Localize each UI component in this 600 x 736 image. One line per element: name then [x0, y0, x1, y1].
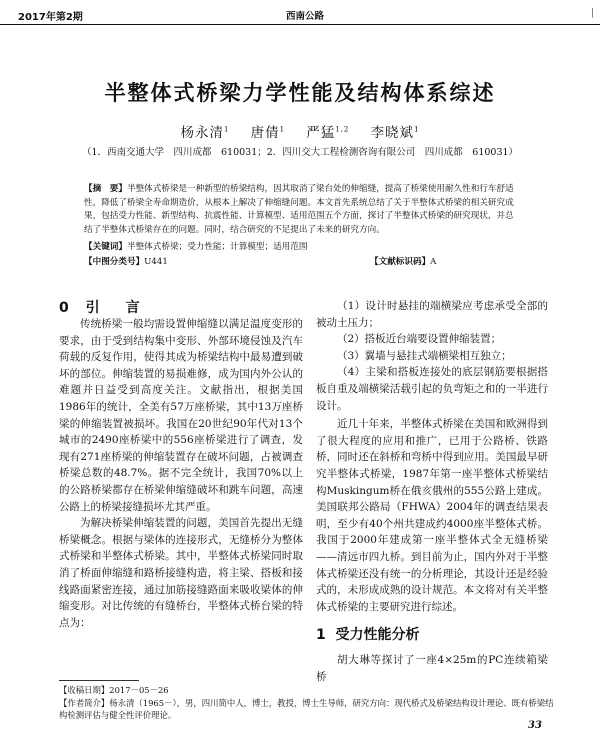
keywords-text: 半整体式桥梁；受力性能；计算模型；适用范围 — [126, 242, 308, 252]
section-title: 引 言 — [85, 300, 146, 316]
section-heading-intro — [59, 297, 146, 317]
paper-title: 半整体式桥梁力学性能及结构体系综述 — [104, 81, 496, 105]
list-item: （4）主梁和搭板连接处的底层钢筋要根据搭板自重及端横梁活载引起的负弯矩之和的一半进行设计。 — [316, 366, 548, 412]
author-mark: 1,2 — [335, 125, 350, 134]
running-header-journal: 西南公路 — [286, 11, 325, 22]
author-mark: 1 — [414, 125, 420, 134]
right-column — [316, 298, 548, 615]
document-code-label: 【文献标识码】 — [370, 257, 431, 267]
document-code — [370, 255, 436, 267]
classification-label: 【中图分类号】 — [84, 257, 145, 267]
section-number: 0 — [59, 300, 75, 316]
author-name: 唐倩 — [250, 125, 280, 141]
list-item: （1）设计时悬挂的端横梁应考虑承受全部的被动土压力； — [316, 300, 548, 329]
page-number: 33 — [528, 720, 542, 731]
author-biography: 【作者简介】杨永清（1965－），男，四川简中人，博士，教授，博士生导师，研究方向：现代桥式及桥梁结构设计理论、既有桥梁结构检测评估与健全性评价理论。 — [59, 697, 554, 720]
body-paragraph: 传统桥梁一般均需设置伸缩缝以满足温度变形的要求，由于受到结构集中变形、外部环境侵蚀及汽车荷载的反复作用，使得其成为桥梁结构中最易遭到破坏的部位。伸缩装置的易损难修，成为国内外公认的难题并日益受到高度关注。文献指出，根据美国1986年的统计，全美有57万座桥梁，其中13万座桥梁的伸缩装置被损坏。我国在20世纪90年代对13个城市的2490座桥梁中的556座桥梁进行了调查，发现有271座桥梁的伸缩装置存在破坏问题，占被调查桥梁总数的48.7%。据不完全统计，我国70%以上的公路桥梁都存在桥梁伸缩缝破坏和跳车问题，高速公路上的桥梁接缝损坏尤其严重。 — [59, 318, 303, 513]
classification-number — [84, 255, 168, 267]
author-name: 严猛 — [306, 125, 336, 141]
keywords-label: 【关键词】 — [84, 242, 127, 252]
document-code-value: A — [430, 257, 437, 267]
section-number: 1 — [316, 627, 326, 643]
author-name: 杨永清 — [180, 125, 224, 141]
classification-value: U441 — [144, 257, 168, 267]
list-item: （3）翼墙与悬挂式端横梁相互独立； — [337, 349, 512, 362]
section-heading-mechanics — [316, 624, 420, 644]
body-paragraph: 近几十年来，半整体式桥梁在美国和欧洲得到了很大程度的应用和推广，已用于公路桥、铁路桥，同时还在斜桥和弯桥中得到应用。美国最早研究半整体式桥梁，1987年第一座半整体式桥梁结构Muskingum桥在俄亥俄州的555公路上建成。美国联邦公路局（FHWA）2004年的调查结果表明，至少有40个州共建成约4000座半整体式桥。我国于2000年建成第一座半整体式全无缝桥梁——清远市四九桥。到目前为止，国内外对于半整体式桥梁还没有统一的分析理论，其设计还是经验式的，未形成成熟的设计规范。本文将对有关半整体式桥梁的主要研究进行综述。 — [316, 418, 548, 613]
abstract — [84, 183, 520, 237]
body-paragraph: 胡大琳等探讨了一座4×25m的PC连续箱梁桥 — [316, 654, 548, 683]
received-date: 【收稿日期】2017－05－26 — [59, 685, 169, 695]
footnotes — [59, 684, 559, 722]
author-list — [0, 121, 600, 141]
author-mark: 1 — [279, 125, 286, 134]
page-edge-mark: | — [590, 8, 594, 18]
keywords — [84, 240, 307, 252]
left-column — [59, 316, 303, 631]
author-affiliation: （1．西南交通大学 四川成都 610031；2．四川交大工程检测咨询有限公司 四川成都 610031） — [81, 147, 519, 158]
abstract-text: 半整体式桥梁是一种新型的桥梁结构，因其取消了梁台处的伸缩缝，提高了桥梁使用耐久性和行车舒适性，降低了桥梁全寿命期造价，从根本上解决了伸缩缝问题。本文首先系统总结了关于半整体式桥梁的相关研究成果，包括受力性能、新型结构、抗震性能、计算模型、适用范围五个方面，探讨了半整体式桥梁的研究现状，并总结了半整体式桥梁存在的问题。同时，结合研究的不足提出了未来的研究方向。 — [84, 184, 514, 235]
author-name: 李晓斌 — [370, 125, 415, 141]
list-item: （2）搭板近台端要设置伸缩装置； — [337, 333, 502, 346]
footnote-divider — [59, 680, 139, 681]
section-title: 受力性能分析 — [335, 627, 420, 643]
running-header-issue: 2017年第2期 — [18, 12, 83, 23]
author-mark: 1 — [223, 125, 230, 134]
section1-text — [316, 652, 548, 685]
abstract-label: 【摘 要】 — [84, 184, 127, 194]
body-paragraph: 为解决桥梁伸缩装置的问题，美国首先提出无缝桥梁概念。根据与梁体的连接形式，无缝桥分为整体式桥梁和半整体式桥梁。其中，半整体式桥梁同时取消了桥面伸缩缝和路桥接缝构造，将主梁、搭板和接线路面紧密连接，通过加筋接缝路面来吸收梁体的伸缩变形。对比传统的有缝桥台，半整体式桥台梁的特点为： — [59, 517, 303, 629]
